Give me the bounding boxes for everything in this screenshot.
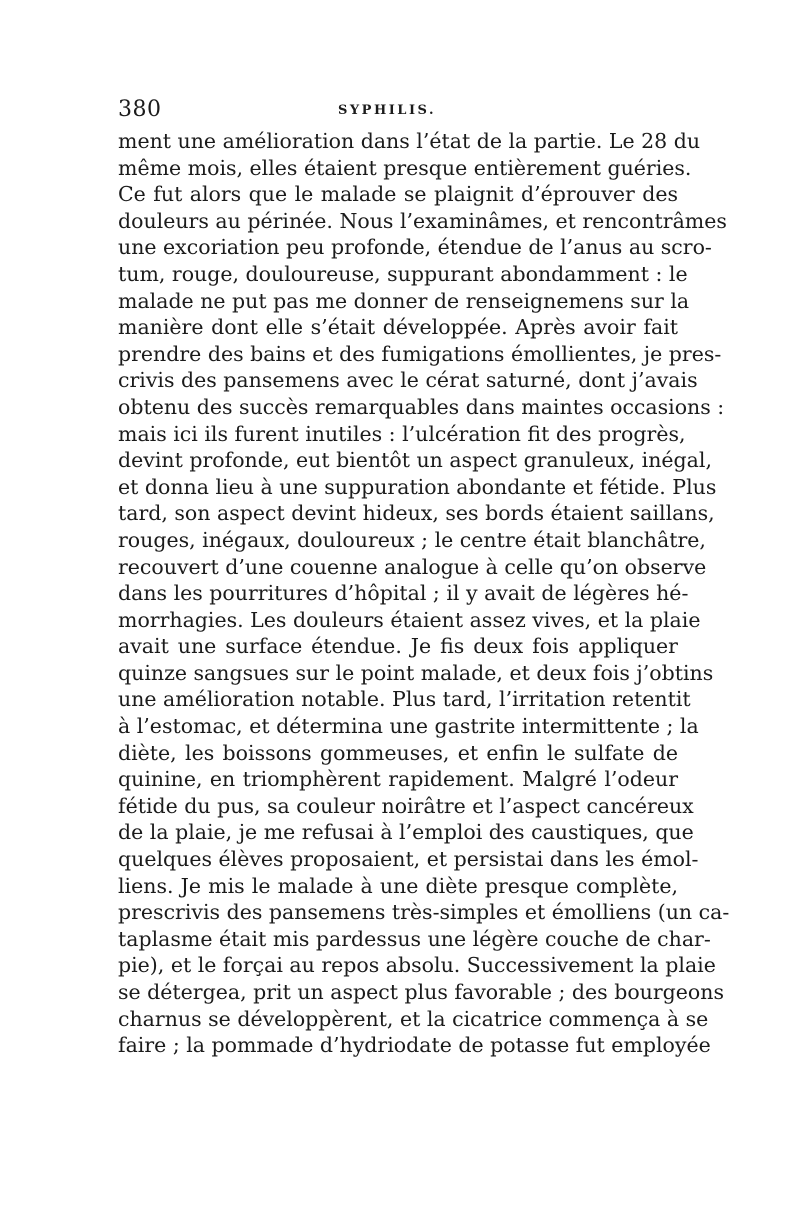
- text-line: prendre des bains et des fumigations émollientes, je pres-: [118, 341, 722, 366]
- text-line: se détergea, prit un aspect plus favorable ; des bourgeons: [118, 980, 724, 1004]
- text-line: manière dont elle s’était développée. Après avoir fait: [118, 315, 678, 340]
- page-header: [118, 98, 678, 122]
- text-line: quinine, en triomphèrent rapidement. Malgré l’odeur: [118, 767, 678, 792]
- text-line: malade ne put pas me donner de renseignemens sur la: [118, 288, 690, 313]
- text-line: douleurs au périnée. Nous l’examinâmes, et rencontrâmes: [118, 208, 727, 233]
- text-line: une excoriation peu profonde, étendue de l’anus au scro-: [118, 235, 712, 260]
- text-line: taplasme était mis pardessus une légère couche de char-: [118, 926, 711, 951]
- body-text: [118, 128, 730, 1059]
- text-line: devint profonde, eut bientôt un aspect granuleux, inégal,: [118, 448, 712, 473]
- text-line: mais ici ils furent inutiles : l’ulcération fit des progrès,: [118, 421, 686, 446]
- text-line: fétide du pus, sa couleur noirâtre et l’aspect cancéreux: [118, 793, 694, 818]
- text-line: liens. Je mis le malade à une diète presque complète,: [118, 873, 678, 898]
- text-line: et donna lieu à une suppuration abondante et fétide. Plus: [118, 474, 717, 499]
- text-line: recouvert d’une couenne analogue à celle qu’on observe: [118, 554, 707, 579]
- text-line: charnus se développèrent, et la cicatrice commença à se: [118, 1006, 709, 1031]
- running-head: SYPHILIS.: [338, 103, 436, 118]
- text-line: une amélioration notable. Plus tard, l’irritation retentit: [118, 687, 691, 712]
- text-line: faire ; la pommade d’hydriodate de potasse fut employée: [118, 1033, 711, 1058]
- text-line: avait une surface étendue. Je fis deux fois appliquer: [118, 634, 678, 659]
- text-line: obtenu des succès remarquables dans maintes occasions :: [118, 394, 725, 419]
- text-line: pie), et le forçai au repos absolu. Successivement la plaie: [118, 953, 716, 978]
- text-line: crivis des pansemens avec le cérat saturné, dont j’avais: [118, 368, 698, 393]
- text-line: même mois, elles étaient presque entièrement guéries.: [118, 155, 692, 180]
- text-line: prescrivis des pansemens très-simples et émolliens (un ca-: [118, 900, 730, 925]
- text-line: à l’estomac, et détermina une gastrite intermittente ; la: [118, 714, 699, 739]
- text-line: tum, rouge, douloureuse, suppurant abondamment : le: [118, 261, 688, 286]
- text-line: de la plaie, je me refusai à l’emploi des caustiques, que: [118, 820, 694, 845]
- text-line: ment une amélioration dans l’état de la partie. Le 28 du: [118, 129, 701, 153]
- text-line: tard, son aspect devint hideux, ses bords étaient saillans,: [118, 501, 715, 526]
- text-line: quelques élèves proposaient, et persistai dans les émol-: [118, 847, 699, 872]
- text-line: rouges, inégaux, douloureux ; le centre était blanchâtre,: [118, 527, 706, 552]
- page-number: 380: [118, 97, 162, 122]
- text-line: dans les pourritures d’hôpital ; il y avait de légères hé-: [118, 581, 689, 606]
- text-line: Ce fut alors que le malade se plaignit d’éprouver des: [118, 182, 678, 207]
- text-line: morrhagies. Les douleurs étaient assez vives, et la plaie: [118, 607, 701, 632]
- text-line: diète, les boissons gommeuses, et enfin le sulfate de: [118, 740, 678, 765]
- text-line: quinze sangsues sur le point malade, et deux fois j’obtins: [118, 660, 714, 685]
